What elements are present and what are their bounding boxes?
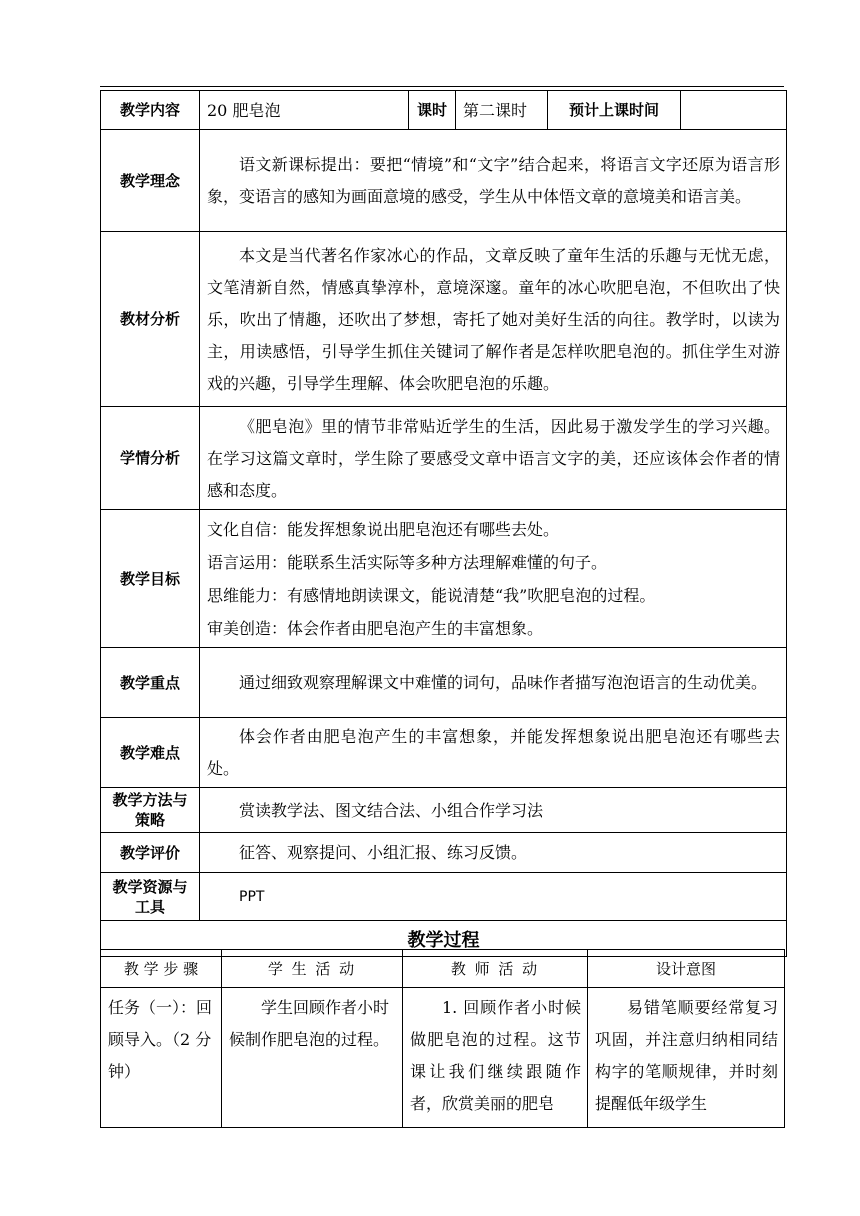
intent-cell: 易错笔顺要经常复习巩固，并注意归纳相同结构字的笔顺规律，并时刻提醒低年级学生 — [588, 988, 785, 1128]
content-label: 教学内容 — [101, 91, 200, 130]
row-content — [200, 510, 787, 648]
planned-time-value — [681, 91, 787, 130]
header-row — [101, 91, 787, 130]
row-content — [200, 232, 787, 407]
row-label: 教学评价 — [101, 833, 200, 873]
row-student-analysis — [101, 407, 787, 510]
row-content — [200, 833, 787, 873]
paragraph: 赏读教学法、图文结合法、小组合作学习法 — [239, 800, 544, 820]
paragraph: 体会作者由肥皂泡产生的丰富想象，并能发挥想象说出肥皂泡还有哪些去处。 — [207, 727, 780, 778]
row-label: 教学方法与策略 — [101, 788, 200, 833]
row-label: 教学资源与工具 — [101, 873, 200, 921]
row-content — [200, 718, 787, 788]
row-evaluation — [101, 833, 787, 873]
process-title: 教学过程 — [101, 921, 787, 957]
step-cell: 任务（一）：回顾导入。（2 分钟） — [101, 988, 222, 1128]
process-table — [100, 949, 785, 1128]
content-value: 20 肥皂泡 — [200, 91, 409, 130]
column-header-teacher: 教 师 活 动 — [403, 950, 588, 988]
row-resources — [101, 873, 787, 921]
objective-line: 思维能力：有感情地朗读课文，能说清楚“我”吹肥皂泡的过程。 — [207, 586, 656, 605]
row-content — [200, 407, 787, 510]
row-content — [200, 873, 787, 921]
paragraph: 通过细致观察理解课文中难懂的词句，品味作者描写泡泡语言的生动优美。 — [239, 673, 768, 692]
row-methods — [101, 788, 787, 833]
row-objectives — [101, 510, 787, 648]
objective-line: 审美创造：体会作者由肥皂泡产生的丰富想象。 — [207, 619, 544, 638]
objective-line: 语言运用：能联系生活实际等多种方法理解难懂的句子。 — [207, 553, 608, 572]
paragraph: PPT — [239, 889, 265, 905]
process-column-header-row — [101, 950, 785, 988]
paragraph: 语文新课标提出：要把“情境”和“文字”结合起来，将语言文字还原为语言形象，变语言的感知为画面意境的感受，学生从中体悟文章的意境美和语言美。 — [207, 155, 780, 206]
row-difficulties — [101, 718, 787, 788]
paragraph: 征答、观察提问、小组汇报、练习反馈。 — [239, 843, 528, 862]
period-value: 第二课时 — [456, 91, 548, 130]
objective-line: 文化自信：能发挥想象说出肥皂泡还有哪些去处。 — [207, 520, 560, 539]
row-label: 教学理念 — [101, 130, 200, 232]
period-label: 课时 — [409, 91, 456, 130]
row-content — [200, 788, 787, 833]
lesson-info-table — [100, 90, 787, 957]
process-row — [101, 988, 785, 1128]
column-header-student: 学 生 活 动 — [222, 950, 403, 988]
row-label: 教学目标 — [101, 510, 200, 648]
row-label: 学情分析 — [101, 407, 200, 510]
planned-time-label: 预计上课时间 — [548, 91, 681, 130]
row-material-analysis — [101, 232, 787, 407]
column-header-step: 教 学 步 骤 — [101, 950, 222, 988]
row-label: 教材分析 — [101, 232, 200, 407]
row-content — [200, 648, 787, 718]
row-label: 教学重点 — [101, 648, 200, 718]
row-label: 教学难点 — [101, 718, 200, 788]
column-header-intent: 设计意图 — [588, 950, 785, 988]
paragraph: 本文是当代著名作家冰心的作品，文章反映了童年生活的乐趣与无忧无虑，文笔清新自然，情感真挚淳朴，意境深邃。童年的冰心吹肥皂泡，不但吹出了快乐，吹出了情趣，还吹出了梦想，寄托了她对美好生活的向往。教学时，以读为主，用读感悟，引导学生抓住关键词了解作者是怎样吹肥皂泡的。抓住学生对游戏的兴趣，引导学生理解、体会吹肥皂泡的乐趣。 — [207, 245, 780, 393]
paragraph: 《肥皂泡》里的情节非常贴近学生的生活，因此易于激发学生的学习兴趣。在学习这篇文章时，学生除了要感受文章中语言文字的美，还应该体会作者的情感和态度。 — [207, 416, 780, 500]
teacher-activity-cell: 1. 回顾作者小时候做肥皂泡的过程。这节课让我们继续跟随作者，欣赏美丽的肥皂 — [403, 988, 588, 1128]
page-top-rule — [100, 86, 784, 87]
row-key-points — [101, 648, 787, 718]
student-activity-cell: 学生回顾作者小时候制作肥皂泡的过程。 — [222, 988, 403, 1128]
row-concept — [101, 130, 787, 232]
row-content — [200, 130, 787, 232]
